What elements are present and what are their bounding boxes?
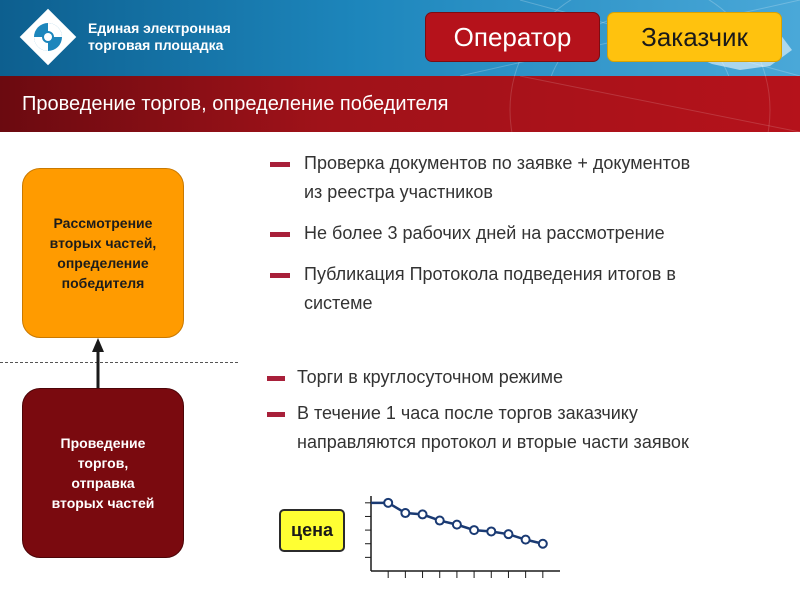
bullet-text-line: из реестра участников xyxy=(304,182,493,202)
chart-point xyxy=(487,527,495,535)
brand-line-1: Единая электронная xyxy=(88,20,231,36)
price-label: цена xyxy=(279,509,345,552)
stage-review-line-4: победителя xyxy=(61,275,145,291)
page-title: Проведение торгов, определение победителя xyxy=(22,93,449,115)
chart-point xyxy=(384,499,392,507)
operator-button[interactable]: Оператор xyxy=(425,12,600,62)
bullet-text-line: направляются протокол и вторые части заявок xyxy=(297,432,689,452)
bullet-text-line: В течение 1 часа после торгов заказчику xyxy=(297,403,638,423)
chart-point xyxy=(470,526,478,534)
stage-bidding-line-3: отправка xyxy=(71,475,135,491)
brand-line-2: торговая площадка xyxy=(88,37,224,53)
chart-point xyxy=(522,536,530,544)
stage-bidding-line-1: Проведение xyxy=(60,435,146,451)
stage-review-line-1: Рассмотрение xyxy=(53,215,153,231)
customer-button[interactable]: Заказчик xyxy=(607,12,782,62)
bullet-text-line: Торги в круглосуточном режиме xyxy=(297,367,564,387)
stage-review-line-3: определение xyxy=(57,255,149,271)
stage-bidding-line-4: вторых частей xyxy=(51,495,155,511)
chart-point xyxy=(539,540,547,548)
chart-point xyxy=(453,521,461,529)
stage-bidding-line-2: торгов, xyxy=(77,455,129,471)
chart-point xyxy=(401,509,409,517)
chart-point xyxy=(504,530,512,538)
bullet-text-line: системе xyxy=(304,293,373,313)
bullet-text-line: Проверка документов по заявке + документов xyxy=(304,153,691,173)
chart-point xyxy=(419,510,427,518)
bullet-text-line: Не более 3 рабочих дней на рассмотрение xyxy=(304,223,665,243)
bullet-text-line: Публикация Протокола подведения итогов в xyxy=(304,264,676,284)
stage-review-line-2: вторых частей, xyxy=(49,235,157,251)
chart-point xyxy=(436,517,444,525)
